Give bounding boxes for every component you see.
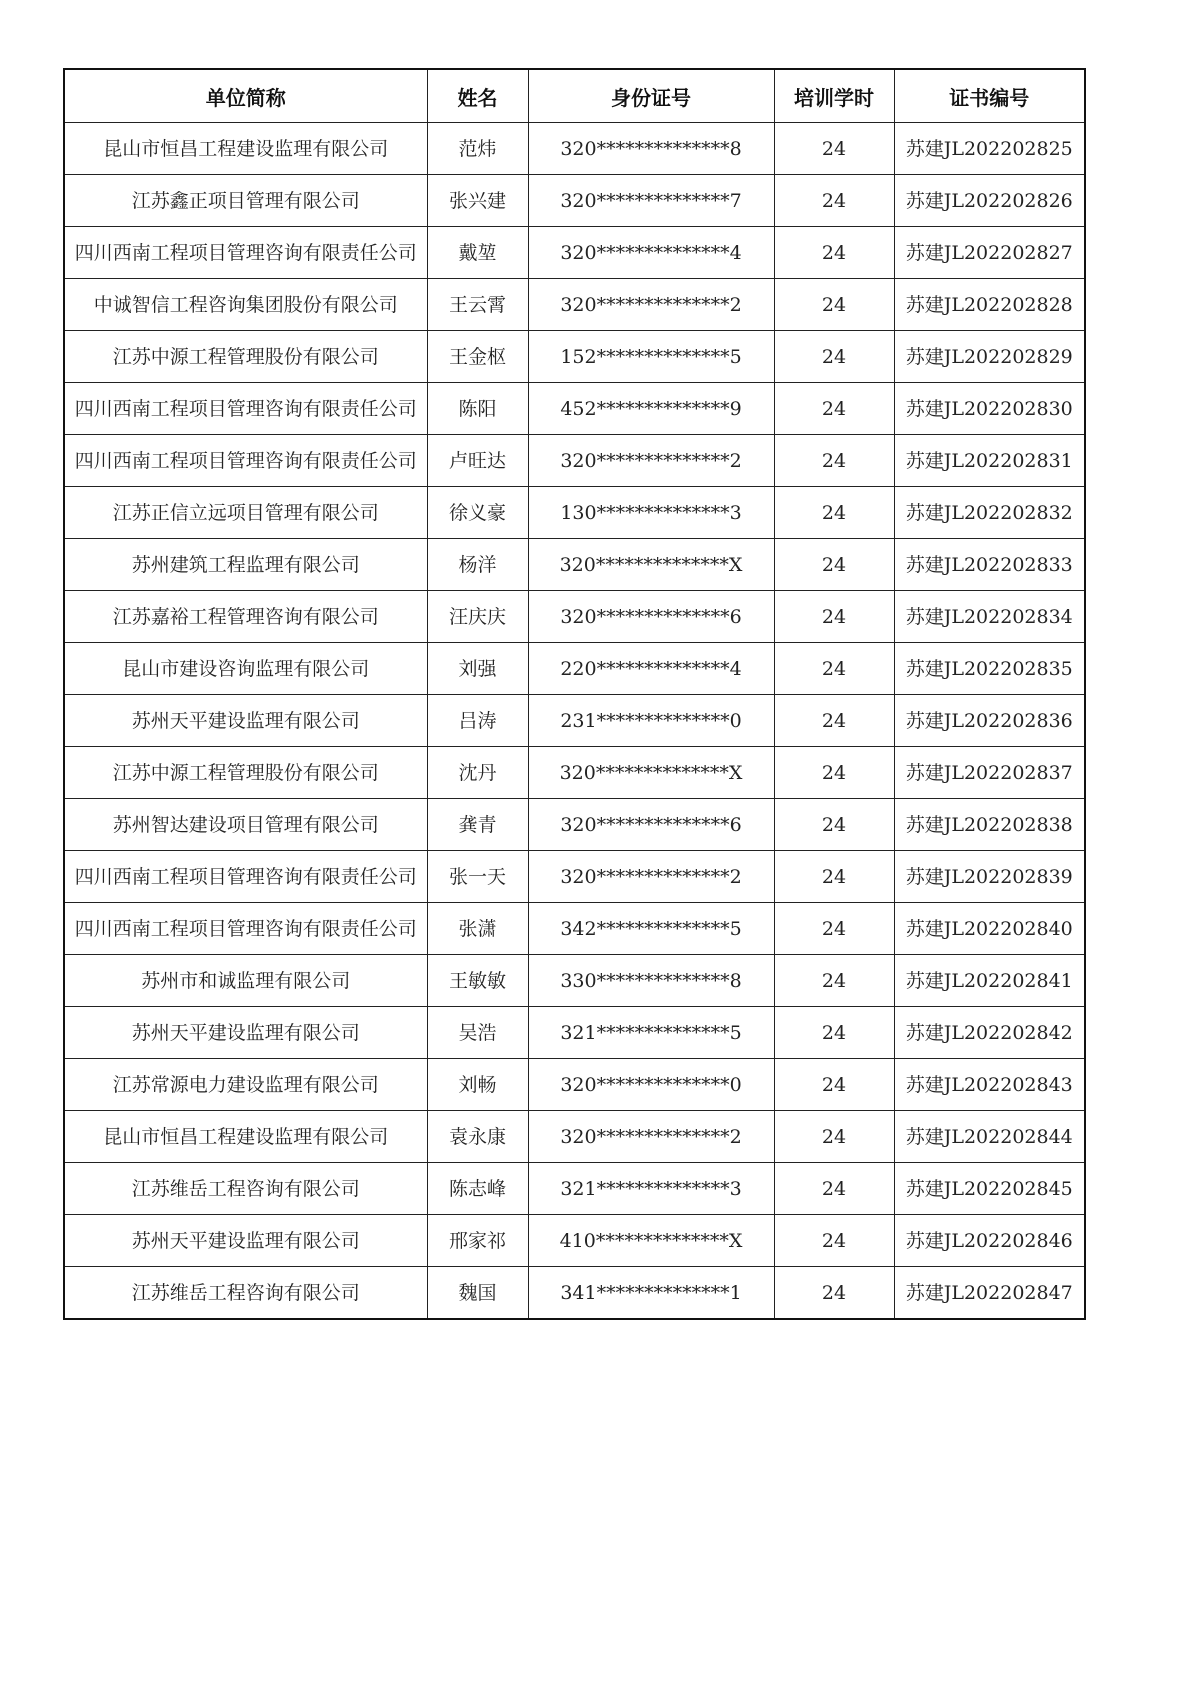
table-row xyxy=(64,1267,1085,1320)
table-row xyxy=(64,695,1085,747)
header-training-hours: 培训学时 xyxy=(774,69,894,123)
table-row xyxy=(64,383,1085,435)
table-row xyxy=(64,903,1085,955)
cell-name: 王云霄 xyxy=(427,279,528,331)
cell-training-hours: 24 xyxy=(774,695,894,747)
cell-name: 龚青 xyxy=(427,799,528,851)
table-row xyxy=(64,487,1085,539)
cell-id-number: 321**************3 xyxy=(528,1163,774,1215)
cell-name: 徐义豪 xyxy=(427,487,528,539)
cell-name: 陈阳 xyxy=(427,383,528,435)
cell-unit: 四川西南工程项目管理咨询有限责任公司 xyxy=(64,903,427,955)
table-row xyxy=(64,175,1085,227)
cell-certificate-number: 苏建JL202202834 xyxy=(894,591,1085,643)
cell-name: 吴浩 xyxy=(427,1007,528,1059)
cell-training-hours: 24 xyxy=(774,903,894,955)
cell-name: 魏国 xyxy=(427,1267,528,1320)
table-row xyxy=(64,643,1085,695)
cell-name: 王金枢 xyxy=(427,331,528,383)
cell-certificate-number: 苏建JL202202830 xyxy=(894,383,1085,435)
training-certificate-table xyxy=(63,68,1086,1320)
cell-id-number: 320**************2 xyxy=(528,1111,774,1163)
cell-training-hours: 24 xyxy=(774,591,894,643)
cell-training-hours: 24 xyxy=(774,539,894,591)
cell-certificate-number: 苏建JL202202839 xyxy=(894,851,1085,903)
table-header xyxy=(64,69,1085,123)
cell-id-number: 320**************6 xyxy=(528,799,774,851)
cell-id-number: 152**************5 xyxy=(528,331,774,383)
cell-id-number: 330**************8 xyxy=(528,955,774,1007)
cell-certificate-number: 苏建JL202202829 xyxy=(894,331,1085,383)
cell-certificate-number: 苏建JL202202836 xyxy=(894,695,1085,747)
cell-certificate-number: 苏建JL202202833 xyxy=(894,539,1085,591)
cell-name: 戴堃 xyxy=(427,227,528,279)
cell-certificate-number: 苏建JL202202845 xyxy=(894,1163,1085,1215)
cell-training-hours: 24 xyxy=(774,227,894,279)
cell-certificate-number: 苏建JL202202846 xyxy=(894,1215,1085,1267)
cell-training-hours: 24 xyxy=(774,1215,894,1267)
cell-id-number: 320**************2 xyxy=(528,851,774,903)
cell-id-number: 220**************4 xyxy=(528,643,774,695)
cell-name: 刘强 xyxy=(427,643,528,695)
table-row xyxy=(64,1007,1085,1059)
cell-id-number: 130**************3 xyxy=(528,487,774,539)
cell-id-number: 320**************4 xyxy=(528,227,774,279)
cell-unit: 昆山市恒昌工程建设监理有限公司 xyxy=(64,1111,427,1163)
cell-id-number: 320**************2 xyxy=(528,279,774,331)
cell-training-hours: 24 xyxy=(774,383,894,435)
cell-training-hours: 24 xyxy=(774,1111,894,1163)
cell-unit: 苏州智达建设项目管理有限公司 xyxy=(64,799,427,851)
table-row xyxy=(64,123,1085,175)
cell-certificate-number: 苏建JL202202831 xyxy=(894,435,1085,487)
table-row xyxy=(64,227,1085,279)
cell-certificate-number: 苏建JL202202835 xyxy=(894,643,1085,695)
cell-training-hours: 24 xyxy=(774,955,894,1007)
cell-unit: 苏州天平建设监理有限公司 xyxy=(64,695,427,747)
cell-unit: 江苏正信立远项目管理有限公司 xyxy=(64,487,427,539)
header-id-number: 身份证号 xyxy=(528,69,774,123)
cell-training-hours: 24 xyxy=(774,643,894,695)
cell-training-hours: 24 xyxy=(774,1059,894,1111)
cell-unit: 昆山市建设咨询监理有限公司 xyxy=(64,643,427,695)
cell-name: 汪庆庆 xyxy=(427,591,528,643)
cell-name: 卢旺达 xyxy=(427,435,528,487)
header-row xyxy=(64,69,1085,123)
cell-training-hours: 24 xyxy=(774,1163,894,1215)
cell-id-number: 320**************2 xyxy=(528,435,774,487)
cell-id-number: 452**************9 xyxy=(528,383,774,435)
cell-unit: 中诚智信工程咨询集团股份有限公司 xyxy=(64,279,427,331)
cell-name: 邢家祁 xyxy=(427,1215,528,1267)
cell-unit: 四川西南工程项目管理咨询有限责任公司 xyxy=(64,227,427,279)
cell-unit: 江苏维岳工程咨询有限公司 xyxy=(64,1267,427,1320)
cell-unit: 四川西南工程项目管理咨询有限责任公司 xyxy=(64,851,427,903)
table-row xyxy=(64,591,1085,643)
cell-id-number: 410**************X xyxy=(528,1215,774,1267)
table-row xyxy=(64,279,1085,331)
cell-certificate-number: 苏建JL202202826 xyxy=(894,175,1085,227)
cell-training-hours: 24 xyxy=(774,123,894,175)
cell-certificate-number: 苏建JL202202832 xyxy=(894,487,1085,539)
cell-name: 王敏敏 xyxy=(427,955,528,1007)
cell-training-hours: 24 xyxy=(774,279,894,331)
cell-unit: 苏州市和诚监理有限公司 xyxy=(64,955,427,1007)
table-body xyxy=(64,123,1085,1320)
header-unit: 单位简称 xyxy=(64,69,427,123)
cell-name: 陈志峰 xyxy=(427,1163,528,1215)
cell-training-hours: 24 xyxy=(774,851,894,903)
cell-certificate-number: 苏建JL202202840 xyxy=(894,903,1085,955)
cell-name: 杨洋 xyxy=(427,539,528,591)
cell-unit: 江苏常源电力建设监理有限公司 xyxy=(64,1059,427,1111)
cell-id-number: 320**************7 xyxy=(528,175,774,227)
cell-id-number: 320**************0 xyxy=(528,1059,774,1111)
cell-training-hours: 24 xyxy=(774,747,894,799)
cell-name: 刘畅 xyxy=(427,1059,528,1111)
cell-name: 沈丹 xyxy=(427,747,528,799)
cell-name: 张潇 xyxy=(427,903,528,955)
cell-unit: 江苏中源工程管理股份有限公司 xyxy=(64,331,427,383)
table-row xyxy=(64,799,1085,851)
cell-unit: 昆山市恒昌工程建设监理有限公司 xyxy=(64,123,427,175)
cell-certificate-number: 苏建JL202202847 xyxy=(894,1267,1085,1320)
cell-certificate-number: 苏建JL202202825 xyxy=(894,123,1085,175)
cell-unit: 苏州建筑工程监理有限公司 xyxy=(64,539,427,591)
table-row xyxy=(64,747,1085,799)
cell-unit: 江苏鑫正项目管理有限公司 xyxy=(64,175,427,227)
cell-training-hours: 24 xyxy=(774,435,894,487)
cell-training-hours: 24 xyxy=(774,331,894,383)
cell-id-number: 320**************6 xyxy=(528,591,774,643)
cell-certificate-number: 苏建JL202202837 xyxy=(894,747,1085,799)
cell-training-hours: 24 xyxy=(774,1267,894,1320)
cell-certificate-number: 苏建JL202202842 xyxy=(894,1007,1085,1059)
cell-name: 张一天 xyxy=(427,851,528,903)
cell-certificate-number: 苏建JL202202841 xyxy=(894,955,1085,1007)
header-certificate-number: 证书编号 xyxy=(894,69,1085,123)
cell-id-number: 342**************5 xyxy=(528,903,774,955)
table-row xyxy=(64,435,1085,487)
cell-certificate-number: 苏建JL202202844 xyxy=(894,1111,1085,1163)
cell-name: 吕涛 xyxy=(427,695,528,747)
table-row xyxy=(64,1111,1085,1163)
cell-name: 张兴建 xyxy=(427,175,528,227)
table-row xyxy=(64,851,1085,903)
cell-id-number: 231**************0 xyxy=(528,695,774,747)
table-row xyxy=(64,331,1085,383)
cell-unit: 江苏嘉裕工程管理咨询有限公司 xyxy=(64,591,427,643)
cell-certificate-number: 苏建JL202202843 xyxy=(894,1059,1085,1111)
cell-id-number: 320**************8 xyxy=(528,123,774,175)
table-row xyxy=(64,1215,1085,1267)
cell-unit: 苏州天平建设监理有限公司 xyxy=(64,1007,427,1059)
cell-id-number: 321**************5 xyxy=(528,1007,774,1059)
cell-certificate-number: 苏建JL202202827 xyxy=(894,227,1085,279)
cell-id-number: 341**************1 xyxy=(528,1267,774,1320)
cell-unit: 四川西南工程项目管理咨询有限责任公司 xyxy=(64,435,427,487)
table-row xyxy=(64,1059,1085,1111)
cell-unit: 江苏中源工程管理股份有限公司 xyxy=(64,747,427,799)
header-name: 姓名 xyxy=(427,69,528,123)
cell-unit: 江苏维岳工程咨询有限公司 xyxy=(64,1163,427,1215)
table-row xyxy=(64,1163,1085,1215)
cell-name: 袁永康 xyxy=(427,1111,528,1163)
table-row xyxy=(64,955,1085,1007)
cell-unit: 四川西南工程项目管理咨询有限责任公司 xyxy=(64,383,427,435)
cell-id-number: 320**************X xyxy=(528,539,774,591)
cell-training-hours: 24 xyxy=(774,487,894,539)
cell-training-hours: 24 xyxy=(774,175,894,227)
cell-certificate-number: 苏建JL202202838 xyxy=(894,799,1085,851)
cell-training-hours: 24 xyxy=(774,799,894,851)
cell-unit: 苏州天平建设监理有限公司 xyxy=(64,1215,427,1267)
cell-certificate-number: 苏建JL202202828 xyxy=(894,279,1085,331)
cell-training-hours: 24 xyxy=(774,1007,894,1059)
cell-id-number: 320**************X xyxy=(528,747,774,799)
cell-name: 范炜 xyxy=(427,123,528,175)
table-row xyxy=(64,539,1085,591)
